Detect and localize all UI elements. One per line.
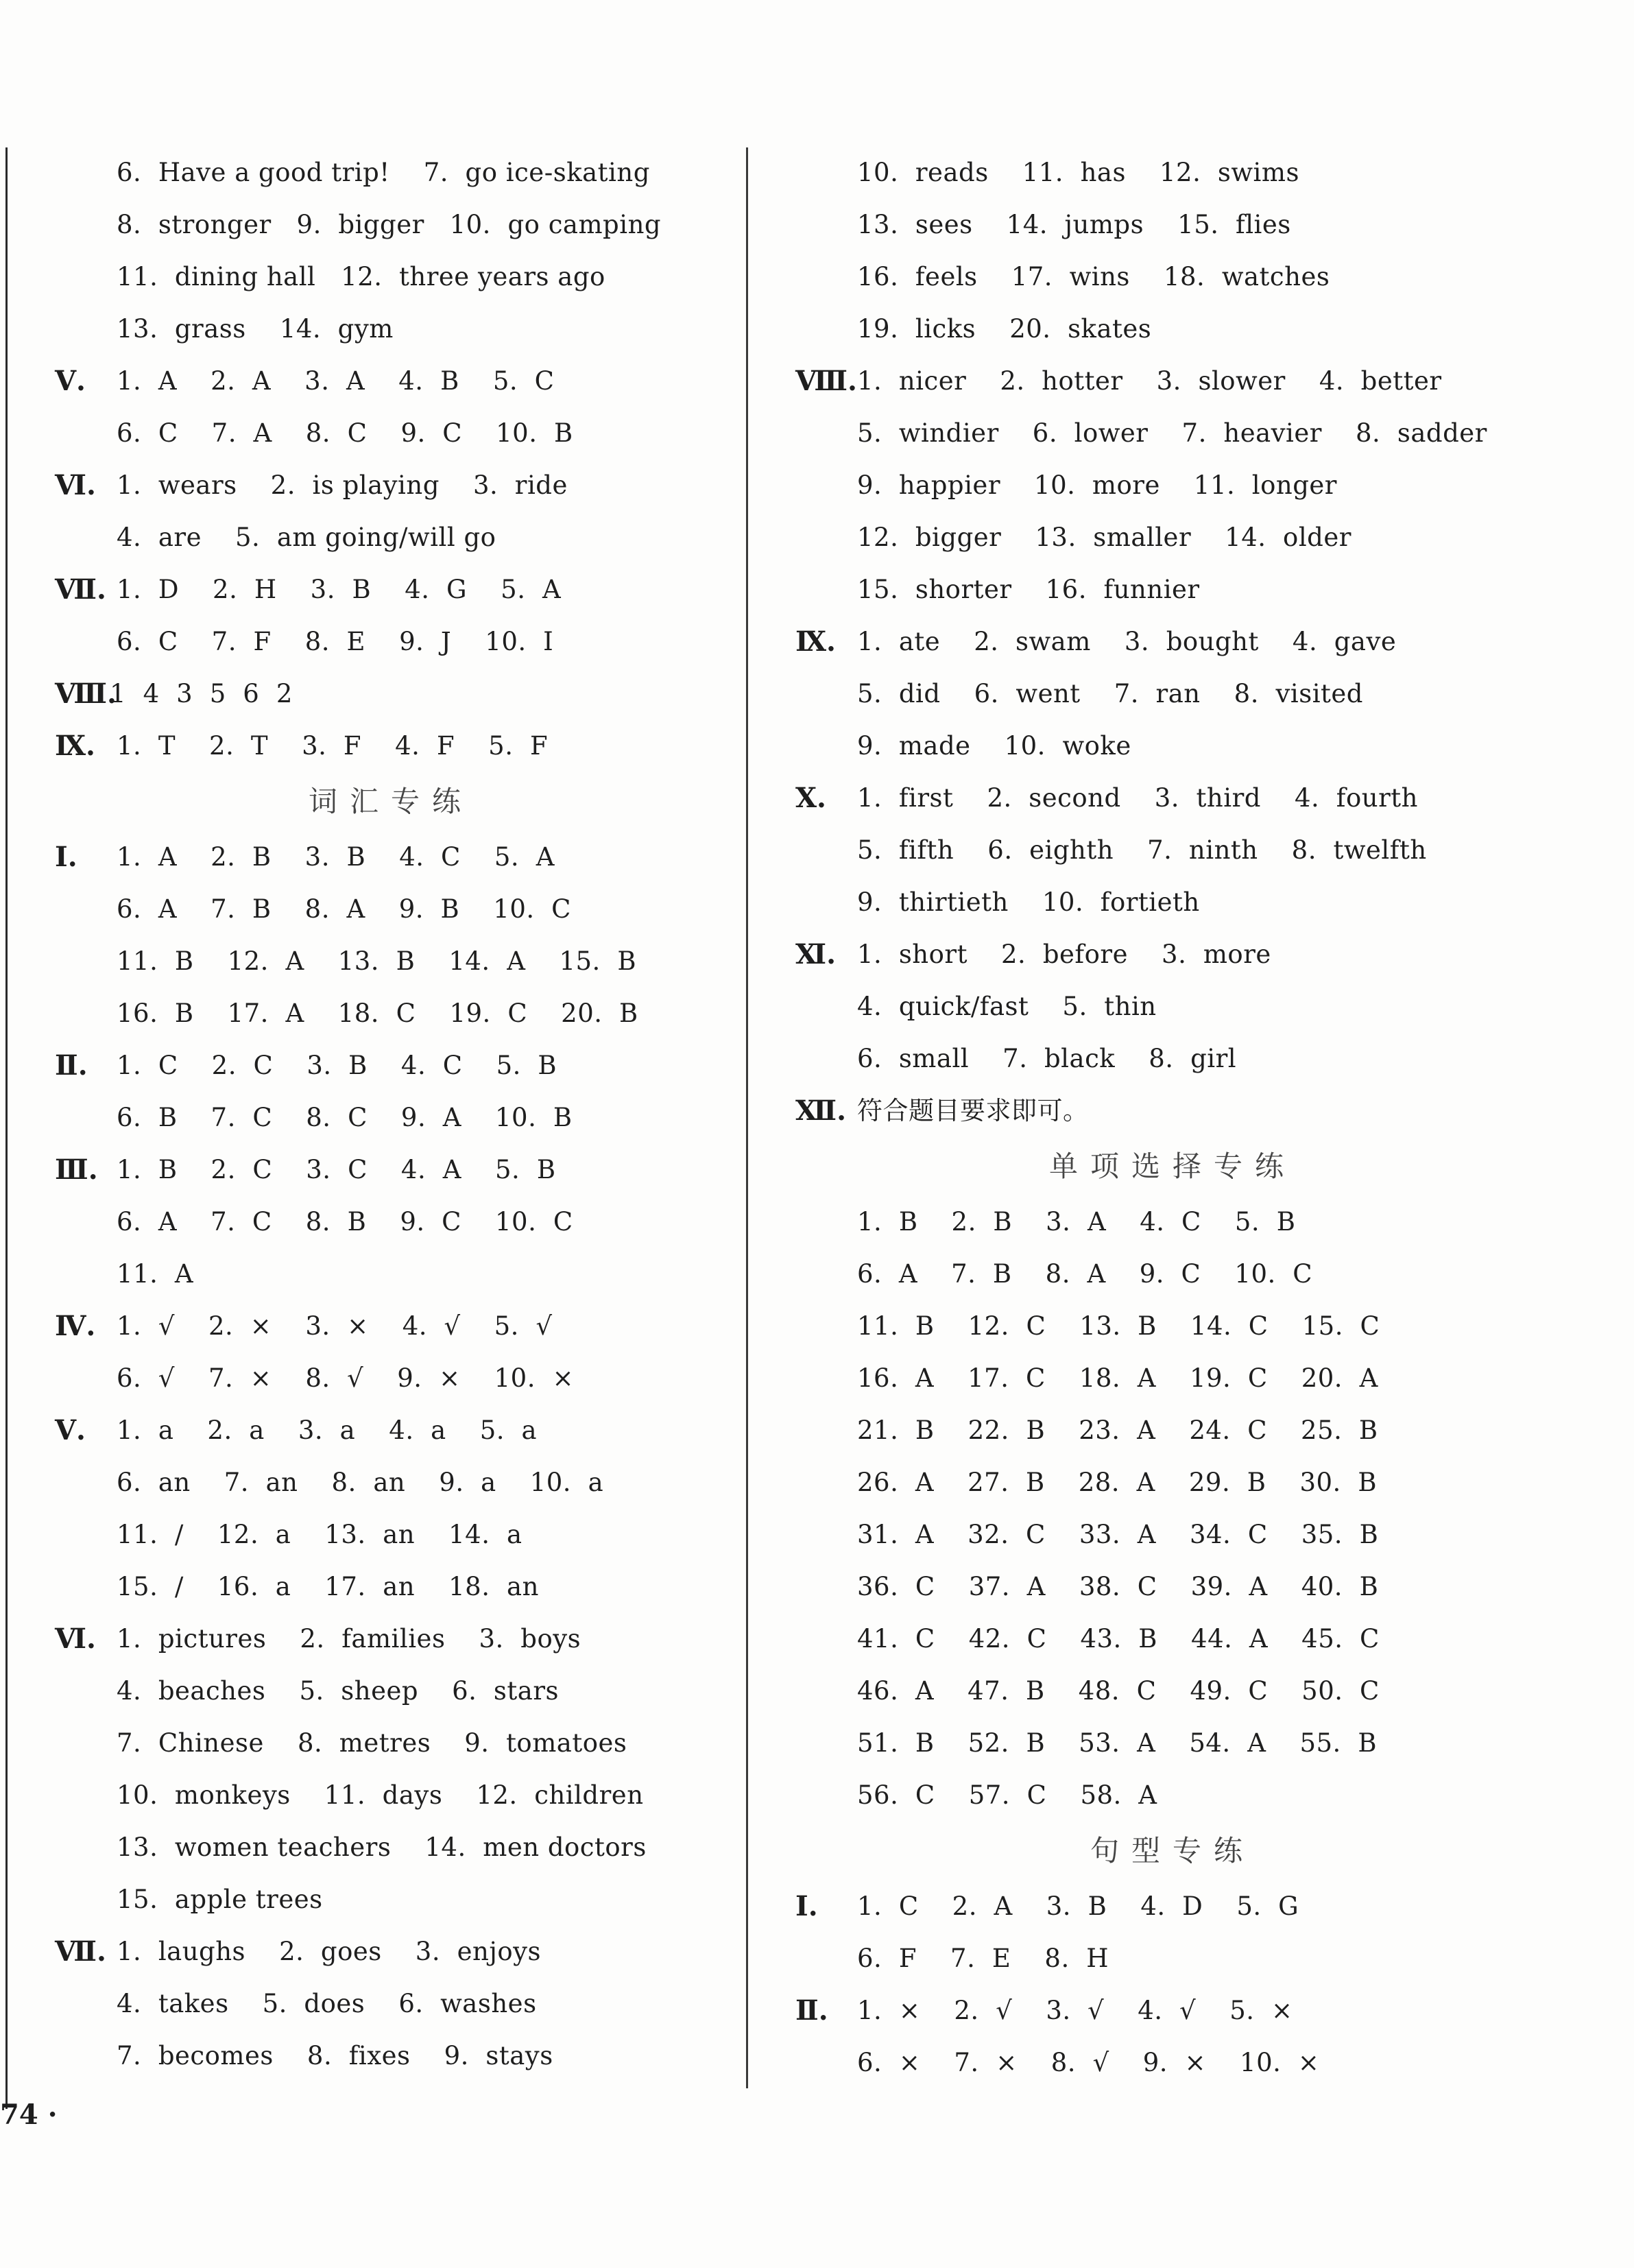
section-numeral: Ⅷ.	[55, 678, 117, 710]
answer-text: 1. D 2. H 3. B 4. G 5. A	[117, 575, 562, 604]
answer-line	[795, 1613, 1550, 1665]
answer-text: 46. A 47. B 48. C 49. C 50. C	[857, 1676, 1380, 1706]
answer-text: 1. × 2. √ 3. √ 4. √ 5. ×	[857, 1996, 1293, 2025]
answer-text: 31. A 32. C 33. A 34. C 35. B	[857, 1520, 1379, 1549]
answer-text: 26. A 27. B 28. A 29. B 30. B	[857, 1468, 1378, 1497]
answer-line	[55, 1665, 727, 1717]
answer-text: 16. feels 17. wins 18. watches	[857, 262, 1330, 291]
answer-line	[795, 147, 1550, 199]
answer-text: 6. Have a good trip! 7. go ice-skating	[117, 158, 650, 187]
answer-text: 5. did 6. went 7. ran 8. visited	[857, 679, 1363, 708]
answer-text: 5. fifth 6. eighth 7. ninth 8. twelfth	[857, 835, 1427, 865]
answer-text: 4. beaches 5. sheep 6. stars	[117, 1676, 560, 1706]
answer-line	[55, 1509, 727, 1561]
answer-line	[795, 1457, 1550, 1509]
section-heading: 单项选择专练	[1048, 1149, 1296, 1183]
answer-line	[795, 1352, 1550, 1405]
answer-line	[795, 407, 1550, 459]
answer-line	[795, 876, 1550, 929]
answer-line	[55, 1248, 727, 1300]
answer-text: 1. A 2. B 3. B 4. C 5. A	[117, 842, 555, 872]
answer-text: 6. × 7. × 8. √ 9. × 10. ×	[857, 2048, 1320, 2077]
answer-line	[795, 1300, 1550, 1352]
answer-text: 1. laughs 2. goes 3. enjoys	[117, 1937, 541, 1966]
answer-line	[55, 883, 727, 935]
answer-text: 1. wears 2. is playing 3. ride	[117, 470, 568, 500]
answer-line	[795, 303, 1550, 355]
section-heading: 词汇专练	[308, 785, 473, 818]
answer-text: 6. F 7. E 8. H	[857, 1944, 1109, 1973]
answer-text: 6. small 7. black 8. girl	[857, 1044, 1237, 1073]
answer-text: 1. C 2. A 3. B 4. D 5. G	[857, 1891, 1299, 1921]
answer-text: 13. sees 14. jumps 15. flies	[857, 210, 1291, 239]
answer-text: 10. monkeys 11. days 12. children	[117, 1780, 644, 1810]
answer-line	[55, 988, 727, 1040]
answer-line	[795, 772, 1550, 824]
column-divider	[746, 147, 748, 2088]
answer-line	[795, 1933, 1550, 1985]
answer-line	[55, 407, 727, 459]
answer-text: 1. C 2. C 3. B 4. C 5. B	[117, 1051, 557, 1080]
answer-line	[795, 1248, 1550, 1300]
answer-line	[795, 824, 1550, 876]
section-numeral: Ⅵ.	[55, 469, 96, 501]
answer-text: 9. happier 10. more 11. longer	[857, 470, 1337, 500]
answer-line	[795, 668, 1550, 720]
section-numeral: Ⅸ.	[55, 730, 95, 762]
answer-text: 1. T 2. T 3. F 4. F 5. F	[117, 731, 549, 761]
answer-text: 1. B 2. B 3. A 4. C 5. B	[857, 1207, 1296, 1237]
answer-text: 6. A 7. B 8. A 9. B 10. C	[117, 894, 571, 924]
section-numeral: Ⅴ.	[55, 365, 86, 397]
answer-line	[55, 564, 727, 616]
page-edge-line	[5, 147, 8, 2109]
answer-text: 6. C 7. A 8. C 9. C 10. B	[117, 418, 573, 448]
answer-text: 16. A 17. C 18. A 19. C 20. A	[857, 1363, 1378, 1393]
answer-line	[55, 1144, 727, 1196]
answer-line	[55, 1561, 727, 1613]
answer-text: 13. women teachers 14. men doctors	[117, 1833, 647, 1862]
section-heading: 句型专练	[1090, 1834, 1255, 1867]
right-column	[795, 147, 1550, 2089]
answer-text: 11. A	[117, 1259, 194, 1289]
answer-text: 36. C 37. A 38. C 39. A 40. B	[857, 1572, 1379, 1601]
answer-line	[795, 1033, 1550, 1085]
answer-line	[55, 1457, 727, 1509]
answer-text: 6. A 7. C 8. B 9. C 10. C	[117, 1207, 573, 1237]
answer-line	[795, 512, 1550, 564]
answer-line	[795, 720, 1550, 772]
answer-text: 12. bigger 13. smaller 14. older	[857, 523, 1351, 552]
answer-line	[795, 2037, 1550, 2089]
answer-line	[55, 1978, 727, 2030]
answer-text: 1. first 2. second 3. third 4. fourth	[857, 783, 1418, 813]
answer-text: 11. B 12. A 13. B 14. A 15. B	[117, 946, 637, 976]
section-numeral: Ⅹ.	[795, 782, 826, 814]
answer-line	[55, 1822, 727, 1874]
answer-text: 15. / 16. a 17. an 18. an	[117, 1572, 539, 1601]
answer-line	[55, 1874, 727, 1926]
section-numeral: Ⅴ.	[55, 1414, 86, 1446]
answer-text: 6. B 7. C 8. C 9. A 10. B	[117, 1103, 573, 1132]
answer-line	[55, 1040, 727, 1092]
section-numeral: Ⅺ.	[795, 938, 837, 970]
answer-line	[55, 1196, 727, 1248]
answer-text: 符合题目要求即可。	[857, 1096, 1089, 1125]
answer-text: 56. C 57. C 58. A	[857, 1780, 1157, 1810]
answer-line	[55, 831, 727, 883]
answer-text: 11. / 12. a 13. an 14. a	[117, 1520, 522, 1549]
answer-line	[795, 1196, 1550, 1248]
answer-line	[55, 935, 727, 988]
answer-line	[795, 459, 1550, 512]
section-numeral: Ⅷ.	[795, 365, 857, 397]
answer-text: 1. A 2. A 3. A 4. B 5. C	[117, 366, 555, 396]
answer-text: 51. B 52. B 53. A 54. A 55. B	[857, 1728, 1378, 1758]
section-numeral: Ⅲ.	[55, 1154, 98, 1186]
answer-text: 19. licks 20. skates	[857, 314, 1152, 344]
section-numeral: Ⅰ.	[55, 841, 77, 873]
answer-text: 6. √ 7. × 8. √ 9. × 10. ×	[117, 1363, 575, 1393]
answer-text: 15. shorter 16. funnier	[857, 575, 1200, 604]
answer-line	[795, 1085, 1550, 1137]
answer-line	[795, 1985, 1550, 2037]
answer-text: 11. dining hall 12. three years ago	[117, 262, 605, 291]
answer-text: 9. thirtieth 10. fortieth	[857, 887, 1200, 917]
answer-text: 1. ate 2. swam 3. bought 4. gave	[857, 627, 1397, 656]
answer-line	[55, 199, 727, 251]
answer-text: 7. Chinese 8. metres 9. tomatoes	[117, 1728, 627, 1758]
section-numeral: Ⅵ.	[55, 1623, 96, 1655]
answer-text: 21. B 22. B 23. A 24. C 25. B	[857, 1416, 1378, 1445]
answer-text: 4. are 5. am going/will go	[117, 523, 496, 552]
answer-line	[55, 616, 727, 668]
answer-line	[55, 1717, 727, 1769]
answer-line	[795, 616, 1550, 668]
answer-text: 13. grass 14. gym	[117, 314, 394, 344]
answer-text: 6. C 7. F 8. E 9. J 10. I	[117, 627, 554, 656]
answer-line	[55, 1769, 727, 1822]
answer-text: 10. reads 11. has 12. swims	[857, 158, 1299, 187]
answer-text: 6. an 7. an 8. an 9. a 10. a	[117, 1468, 604, 1497]
section-numeral: Ⅶ.	[55, 573, 106, 606]
answer-line	[55, 1926, 727, 1978]
answer-line	[795, 199, 1550, 251]
answer-text: 4. quick/fast 5. thin	[857, 992, 1157, 1021]
answer-line	[795, 1717, 1550, 1769]
section-numeral: Ⅳ.	[55, 1310, 96, 1342]
answer-line	[795, 355, 1550, 407]
answer-line	[55, 1300, 727, 1352]
answer-line	[55, 2030, 727, 2082]
answer-line	[795, 1405, 1550, 1457]
answer-line	[795, 1665, 1550, 1717]
answer-line	[795, 564, 1550, 616]
answer-text: 5. windier 6. lower 7. heavier 8. sadder	[857, 418, 1487, 448]
answer-text: 4. takes 5. does 6. washes	[117, 1989, 537, 2018]
answer-line	[795, 1881, 1550, 1933]
answer-text: 1. B 2. C 3. C 4. A 5. B	[117, 1155, 556, 1184]
section-numeral: Ⅶ.	[55, 1935, 106, 1968]
answer-line	[55, 147, 727, 199]
section-numeral: Ⅱ.	[795, 1994, 828, 2027]
answer-text: 1. a 2. a 3. a 4. a 5. a	[117, 1416, 538, 1445]
answer-line	[795, 251, 1550, 303]
answer-line	[55, 1613, 727, 1665]
answer-line	[55, 251, 727, 303]
answer-text: 9. made 10. woke	[857, 731, 1131, 761]
answer-text: 8. stronger 9. bigger 10. go camping	[117, 210, 662, 239]
section-numeral: Ⅱ.	[55, 1049, 88, 1082]
answer-text: 1. short 2. before 3. more	[857, 940, 1271, 969]
answer-line	[795, 1769, 1550, 1822]
answer-text: 7. becomes 8. fixes 9. stays	[117, 2041, 553, 2070]
answer-text: 15. apple trees	[117, 1885, 323, 1914]
answer-text: 11. B 12. C 13. B 14. C 15. C	[857, 1311, 1380, 1341]
answer-text: 1. nicer 2. hotter 3. slower 4. better	[857, 366, 1442, 396]
answer-line	[795, 1509, 1550, 1561]
answer-line	[55, 668, 727, 720]
answer-line	[55, 720, 727, 772]
answer-line	[795, 1561, 1550, 1613]
section-numeral: Ⅻ.	[795, 1095, 847, 1127]
answer-line	[55, 1405, 727, 1457]
answer-line	[55, 1092, 727, 1144]
answer-line	[55, 459, 727, 512]
answer-line	[795, 929, 1550, 981]
answer-line	[795, 981, 1550, 1033]
answer-text: 1 4 3 5 6 2	[110, 679, 293, 708]
answer-text: 6. A 7. B 8. A 9. C 10. C	[857, 1259, 1313, 1289]
section-numeral: Ⅸ.	[795, 625, 836, 658]
answer-text: 16. B 17. A 18. C 19. C 20. B	[117, 999, 638, 1028]
answer-line	[55, 303, 727, 355]
answer-text: 1. pictures 2. families 3. boys	[117, 1624, 581, 1654]
answer-line	[55, 355, 727, 407]
page-number: 74 ·	[0, 2099, 58, 2131]
left-column	[55, 147, 727, 2082]
answer-line	[55, 512, 727, 564]
section-numeral: Ⅰ.	[795, 1890, 818, 1922]
answer-line	[55, 1352, 727, 1405]
answer-text: 41. C 42. C 43. B 44. A 45. C	[857, 1624, 1380, 1654]
answer-text: 1. √ 2. × 3. × 4. √ 5. √	[117, 1311, 553, 1341]
